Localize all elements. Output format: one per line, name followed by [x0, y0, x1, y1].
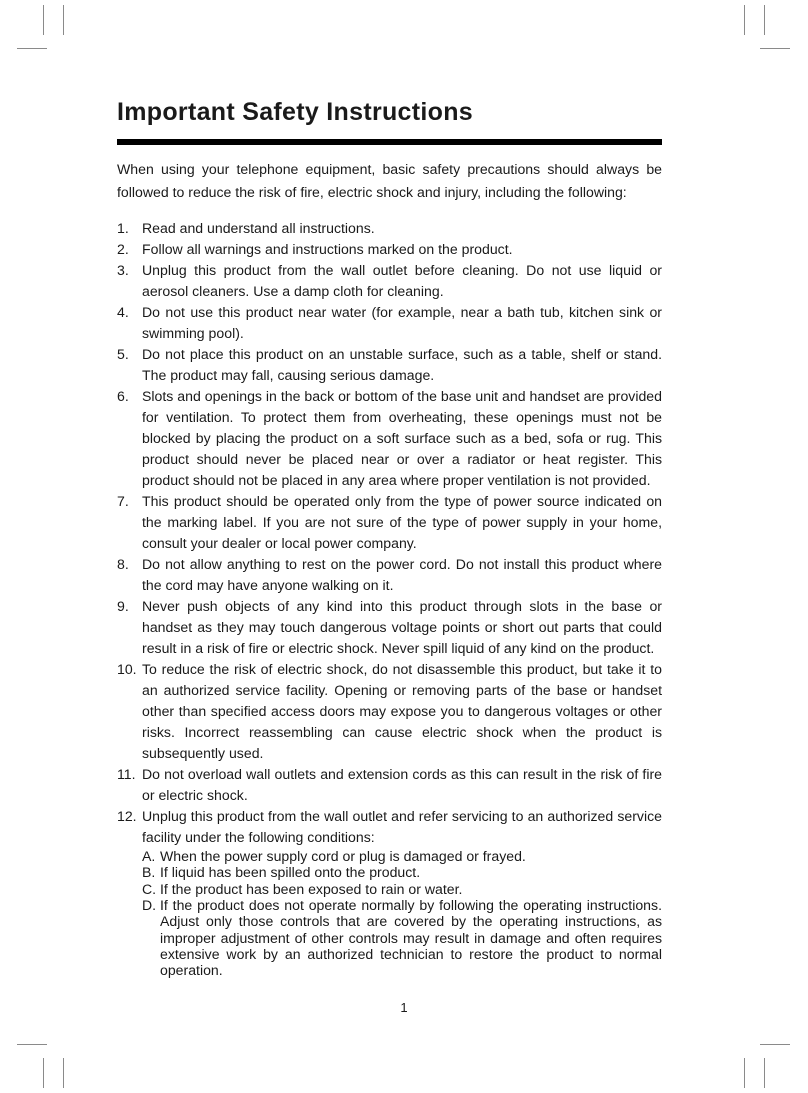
item-text: Read and understand all instructions. — [142, 220, 375, 237]
item-number: 12. — [117, 808, 137, 825]
condition-letter: D. — [142, 896, 157, 913]
instruction-item — [117, 659, 662, 764]
item-number: 4. — [117, 304, 129, 321]
instruction-item — [117, 302, 662, 344]
item-text: Do not overload wall outlets and extension cords as this can result in the risk of fire or electric shock. — [142, 766, 662, 804]
crop-mark — [760, 1044, 790, 1045]
item-number: 11. — [117, 766, 136, 783]
item-number: 8. — [117, 556, 129, 573]
item-text-block — [142, 806, 662, 978]
instruction-item — [117, 344, 662, 386]
item-text: Slots and openings in the back or bottom of the base unit and handset are provided for ventilation. To protect them from overheating, these openings must not be blocked by placing the product on a soft surface such as a bed, sofa or rug. This product should never be placed near or over a radiator or heat register. This product should not be placed in any area where proper ventilation is not provided. — [142, 388, 662, 489]
crop-mark — [63, 5, 64, 35]
crop-mark — [43, 1058, 44, 1088]
crop-mark — [744, 5, 745, 35]
crop-mark — [43, 5, 44, 35]
item-number: 9. — [117, 598, 129, 615]
item-number: 5. — [117, 346, 129, 363]
item-text: Unplug this product from the wall outlet and refer servicing to an authorized service facility under the following conditions: — [142, 808, 662, 846]
condition-text: If liquid has been spilled onto the product. — [160, 864, 421, 881]
item-text: Do not allow anything to rest on the power cord. Do not install this product where the cord may have anyone walking on it. — [142, 556, 662, 594]
crop-mark — [17, 1044, 47, 1045]
instruction-item — [117, 260, 662, 302]
condition-text: If the product has been exposed to rain or water. — [160, 880, 463, 897]
crop-mark — [744, 1058, 745, 1088]
crop-mark — [764, 5, 765, 35]
condition-letter: C. — [142, 880, 157, 897]
instruction-item — [117, 491, 662, 554]
condition-text: If the product does not operate normally by following the operating instructions. Adjust only those controls that are covered by the operating instructions, as improper adjustment of other controls may result in damage and often requires extensive work by an authorized technician to restore the product to normal operation. — [160, 896, 662, 979]
page-title: Important Safety Instructions — [117, 98, 473, 126]
condition-item — [142, 881, 662, 897]
crop-mark — [63, 1058, 64, 1088]
item-number: 1. — [117, 220, 129, 237]
item-number: 2. — [117, 241, 129, 258]
crop-mark — [760, 48, 790, 49]
crop-mark — [764, 1058, 765, 1088]
item-number: 10. — [117, 661, 137, 678]
page-number: 1 — [400, 1000, 408, 1015]
instruction-item — [117, 806, 662, 978]
item-text: Do not place this product on an unstable surface, such as a table, shelf or stand. The product may fall, causing serious damage. — [142, 346, 662, 384]
item-text: Unplug this product from the wall outlet before cleaning. Do not use liquid or aerosol cleaners. Use a damp cloth for cleaning. — [142, 262, 662, 300]
instruction-item — [117, 554, 662, 596]
instruction-item — [117, 386, 662, 491]
title-rule — [117, 139, 662, 145]
crop-mark — [17, 48, 47, 49]
item-number: 6. — [117, 388, 129, 405]
instruction-item — [117, 596, 662, 659]
instruction-item — [117, 239, 662, 260]
condition-item — [142, 897, 662, 978]
item-text: To reduce the risk of electric shock, do not disassemble this product, but take it to an authorized service facility. Opening or removing parts of the base or handset other than specified access doors may expose you to dangerous voltages or other risks. Incorrect reassembling can cause electric shock when the product is subsequently used. — [142, 661, 662, 762]
condition-sublist — [142, 848, 662, 978]
document-page — [117, 94, 662, 978]
item-text: Do not use this product near water (for example, near a bath tub, kitchen sink or swimming pool). — [142, 304, 662, 342]
instruction-item — [117, 764, 662, 806]
condition-item — [142, 848, 662, 864]
item-text: Never push objects of any kind into this product through slots in the base or handset as they may touch dangerous voltage points or short out parts that could result in a risk of fire or electric shock. Never spill liquid of any kind on the product. — [142, 598, 662, 657]
intro-paragraph: When using your telephone equipment, basic safety precautions should always be followed to reduce the risk of fire, electric shock and injury, including the following: — [117, 161, 662, 200]
condition-letter: B. — [142, 864, 156, 881]
instruction-item — [117, 218, 662, 239]
condition-item — [142, 864, 662, 880]
condition-text: When the power supply cord or plug is damaged or frayed. — [160, 848, 526, 865]
item-text: This product should be operated only from the type of power source indicated on the marking label. If you are not sure of the type of power supply in your home, consult your dealer or local power company. — [142, 493, 662, 552]
item-number: 3. — [117, 262, 129, 279]
item-text: Follow all warnings and instructions marked on the product. — [142, 241, 513, 258]
item-number: 7. — [117, 493, 129, 510]
condition-letter: A. — [142, 848, 156, 865]
instructions-list — [117, 218, 662, 978]
